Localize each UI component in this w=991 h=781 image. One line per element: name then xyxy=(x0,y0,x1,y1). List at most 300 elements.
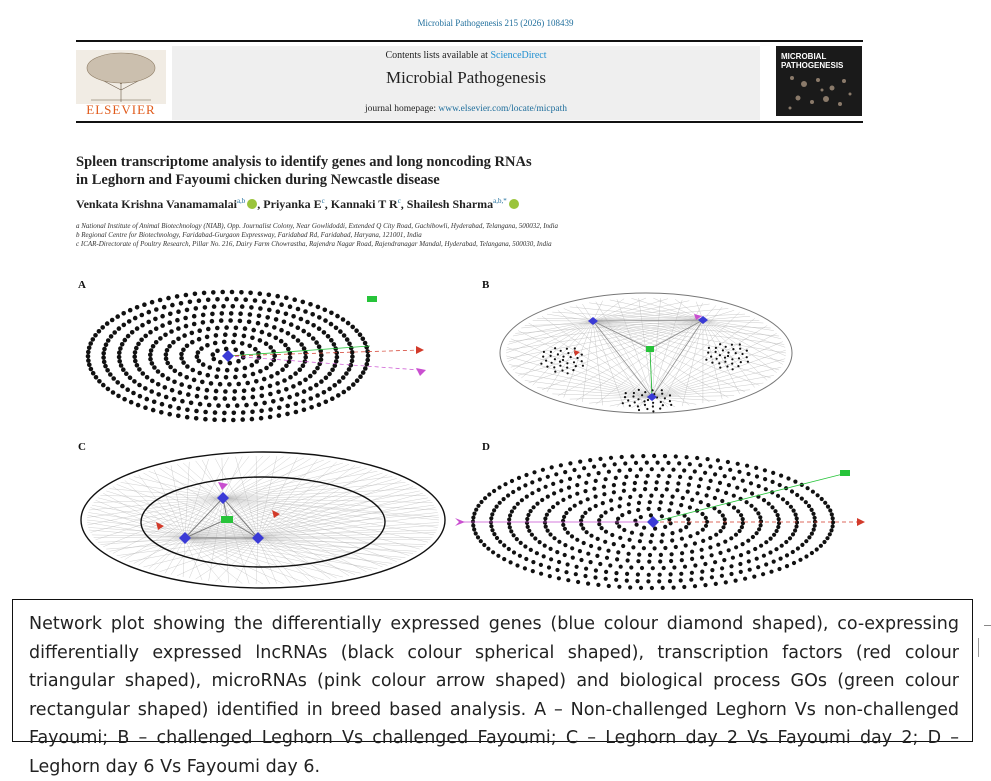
lncrna-node xyxy=(568,477,572,481)
lncrna-node xyxy=(350,354,355,359)
lncrna-node xyxy=(280,367,285,372)
lncrna-node xyxy=(791,532,795,536)
lncrna-node xyxy=(238,319,243,324)
lncrna-node xyxy=(530,480,534,484)
lncrna-node xyxy=(559,479,563,483)
lncrna-node xyxy=(652,389,654,391)
lncrna-node xyxy=(259,416,264,421)
lncrna-node xyxy=(330,396,335,401)
orcid-icon[interactable] xyxy=(509,199,519,209)
lncrna-node xyxy=(774,547,778,551)
lncrna-node xyxy=(250,363,255,368)
lncrna-node xyxy=(655,480,659,484)
lncrna-node xyxy=(604,530,608,534)
lncrna-node xyxy=(158,336,163,341)
lncrna-node xyxy=(746,539,750,543)
lncrna-node xyxy=(779,557,783,561)
lncrna-node xyxy=(358,332,363,337)
lncrna-node xyxy=(216,403,221,408)
lncrna-node xyxy=(567,352,569,354)
lncrna-node xyxy=(699,500,703,504)
lncrna-node xyxy=(311,336,316,341)
lncrna-node xyxy=(804,554,808,558)
homepage-link[interactable]: www.elsevier.com/locate/micpath xyxy=(438,104,567,114)
lncrna-node xyxy=(197,298,202,303)
lncrna-node xyxy=(699,477,703,481)
lncrna-node xyxy=(91,371,96,376)
lncrna-node xyxy=(755,557,759,561)
lncrna-node xyxy=(693,584,697,588)
lncrna-node xyxy=(627,502,631,506)
lncrna-node xyxy=(607,470,611,474)
lncrna-node xyxy=(197,359,202,364)
lncrna-node xyxy=(491,550,495,554)
lncrna-node xyxy=(622,402,624,404)
lncrna-node xyxy=(639,586,643,590)
lncrna-node xyxy=(670,552,674,556)
lncrna-node xyxy=(644,480,648,484)
lncrna-node xyxy=(134,346,139,351)
lncrna-node xyxy=(187,385,192,390)
lncrna-node xyxy=(349,363,354,368)
lncrna-node xyxy=(822,540,826,544)
lncrna-node xyxy=(806,486,810,490)
lncrna-node xyxy=(111,390,116,395)
lncrna-node xyxy=(132,379,137,384)
lncrna-node xyxy=(641,394,643,396)
cover-title-line2: PATHOGENESIS xyxy=(781,61,861,70)
lncrna-node xyxy=(690,571,694,575)
lncrna-node xyxy=(152,365,157,370)
edge xyxy=(593,321,745,392)
lncrna-node xyxy=(815,547,819,551)
lncrna-node xyxy=(811,512,815,516)
lncrna-node xyxy=(738,529,742,533)
lncrna-node xyxy=(330,368,335,373)
lncrna-node xyxy=(323,308,328,313)
lncrna-node xyxy=(310,312,315,317)
lncrna-node xyxy=(708,536,712,540)
lncrna-node xyxy=(502,543,506,547)
lncrna-node xyxy=(260,386,265,391)
lncrna-node xyxy=(653,546,657,550)
lncrna-node xyxy=(538,540,542,544)
lncrna-node xyxy=(329,322,334,327)
lncrna-node xyxy=(750,491,754,495)
lncrna-node xyxy=(486,547,490,551)
lncrna-node xyxy=(334,326,339,331)
edge xyxy=(258,487,413,538)
lncrna-node xyxy=(557,560,561,564)
lncrna-node xyxy=(510,479,514,483)
lncrna-node xyxy=(507,547,511,551)
lncrna-node xyxy=(210,319,215,324)
lncrna-node xyxy=(554,472,558,476)
lncrna-node xyxy=(716,358,718,360)
lncrna-node xyxy=(299,317,304,322)
lncrna-node xyxy=(148,357,153,362)
edge xyxy=(223,467,361,498)
lncrna-node xyxy=(645,461,649,465)
lncrna-node xyxy=(624,396,626,398)
edge xyxy=(149,471,223,498)
lncrna-node xyxy=(584,567,588,571)
lncrna-node xyxy=(734,545,738,549)
lncrna-node xyxy=(637,553,641,557)
lncrna-node xyxy=(525,495,529,499)
lncrna-node xyxy=(274,336,279,341)
lncrna-node xyxy=(179,356,184,361)
lncrna-node xyxy=(249,305,254,310)
lncrna-node xyxy=(337,379,342,384)
lncrna-node xyxy=(791,550,795,554)
lncrna-node xyxy=(166,296,171,301)
lncrna-node xyxy=(260,330,265,335)
lncrna-node xyxy=(210,312,215,317)
lncrna-node xyxy=(788,536,792,540)
lncrna-node xyxy=(562,356,564,358)
lncrna-node xyxy=(551,505,555,509)
lncrna-node xyxy=(483,496,487,500)
author-affiliation-mark: a,b xyxy=(237,197,245,205)
lncrna-node xyxy=(479,539,483,543)
lncrna-node xyxy=(512,506,516,510)
lncrna-node xyxy=(688,462,692,466)
lncrna-node xyxy=(145,375,150,380)
lncrna-node xyxy=(597,522,601,526)
lncrna-node xyxy=(763,477,767,481)
lncrna-node xyxy=(722,558,726,562)
lncrna-node xyxy=(490,528,494,532)
lncrna-node xyxy=(334,359,339,364)
lncrna-node xyxy=(272,358,277,363)
lncrna-node xyxy=(643,400,645,402)
lncrna-node xyxy=(498,501,502,505)
lncrna-node xyxy=(303,309,308,314)
lncrna-node xyxy=(807,535,811,539)
lncrna-node xyxy=(497,485,501,489)
lncrna-node xyxy=(680,558,684,562)
lncrna-node xyxy=(582,365,584,367)
margin-rule xyxy=(984,625,991,626)
lncrna-node xyxy=(283,343,288,348)
lncrna-node xyxy=(831,524,835,528)
lncrna-node xyxy=(364,345,369,350)
lncrna-node xyxy=(296,307,301,312)
cover-image xyxy=(784,72,854,112)
edge xyxy=(177,538,258,576)
lncrna-node xyxy=(180,399,185,404)
lncrna-node xyxy=(563,527,567,531)
lncrna-node xyxy=(679,572,683,576)
lncrna-node xyxy=(206,327,211,332)
lncrna-node xyxy=(87,346,92,351)
lncrna-node xyxy=(739,570,743,574)
lncrna-node xyxy=(670,404,672,406)
lncrna-node xyxy=(284,387,289,392)
lncrna-node xyxy=(620,513,624,517)
lncrna-node xyxy=(574,347,576,349)
lncrna-node xyxy=(472,527,476,531)
lncrna-node xyxy=(649,540,653,544)
lncrna-node xyxy=(741,542,745,546)
lncrna-node xyxy=(728,468,732,472)
lncrna-node xyxy=(550,465,554,469)
lncrna-node xyxy=(735,486,739,490)
lncrna-node xyxy=(727,548,731,552)
lncrna-node xyxy=(291,335,296,340)
sciencedirect-link[interactable]: ScienceDirect xyxy=(490,50,546,61)
lncrna-node xyxy=(604,510,608,514)
lncrna-node xyxy=(743,488,747,492)
lncrna-node xyxy=(580,515,584,519)
lncrna-node xyxy=(652,402,654,404)
lncrna-node xyxy=(650,533,654,537)
orcid-icon[interactable] xyxy=(247,199,257,209)
lncrna-node xyxy=(704,524,708,528)
lncrna-node xyxy=(632,395,634,397)
lncrna-node xyxy=(91,337,96,342)
lncrna-node xyxy=(570,356,572,358)
lncrna-node xyxy=(240,304,245,309)
lncrna-node xyxy=(141,371,146,376)
lncrna-node xyxy=(552,491,556,495)
lncrna-node xyxy=(656,461,660,465)
edge xyxy=(185,538,242,584)
lncrna-node xyxy=(284,296,289,301)
lncrna-node xyxy=(121,367,126,372)
lncrna-node xyxy=(609,498,613,502)
lncrna-node xyxy=(633,481,637,485)
lncrna-node xyxy=(746,350,748,352)
edge xyxy=(185,538,304,582)
lncrna-node xyxy=(228,318,233,323)
lncrna-node xyxy=(658,573,662,577)
lncrna-node xyxy=(194,409,199,414)
lncrna-node xyxy=(606,549,610,553)
panel-label-a: A xyxy=(78,279,86,291)
lncrna-node xyxy=(579,500,583,504)
lncrna-node xyxy=(365,362,370,367)
lncrna-node xyxy=(294,401,299,406)
lncrna-node xyxy=(724,361,726,363)
lncrna-node xyxy=(713,496,717,500)
lncrna-node xyxy=(218,360,223,365)
lncrna-node xyxy=(140,313,145,318)
lncrna-node xyxy=(679,578,683,582)
lncrna-node xyxy=(143,334,148,339)
lncrna-node xyxy=(642,546,646,550)
lncrna-node xyxy=(322,330,327,335)
lncrna-node xyxy=(795,516,799,520)
lncrna-node xyxy=(542,554,546,558)
lncrna-node xyxy=(303,351,308,356)
article-title-line2: in Leghorn and Fayoumi chicken during Newcastle disease xyxy=(76,171,836,189)
lncrna-node xyxy=(784,540,788,544)
lncrna-node xyxy=(160,323,165,328)
lncrna-node xyxy=(524,473,528,477)
lncrna-node xyxy=(135,363,140,368)
lncrna-node xyxy=(184,324,189,329)
lncrna-node xyxy=(195,354,200,359)
edge xyxy=(511,339,652,397)
author-affiliation-mark: c xyxy=(398,197,401,205)
contents-availability xyxy=(172,50,760,61)
lncrna-node xyxy=(115,380,120,385)
lncrna-node xyxy=(747,361,749,363)
lncrna-node xyxy=(267,332,272,337)
edge xyxy=(258,538,297,583)
lncrna-node xyxy=(738,562,742,566)
lncrna-node xyxy=(276,390,281,395)
lncrna-node xyxy=(303,355,308,360)
lncrna-node xyxy=(185,344,190,349)
lncrna-node xyxy=(755,531,759,535)
lncrna-node xyxy=(168,312,173,317)
lncrna-node xyxy=(675,488,679,492)
lncrna-node xyxy=(630,454,634,458)
lncrna-node xyxy=(552,536,556,540)
lncrna-node xyxy=(622,489,626,493)
lncrna-node xyxy=(518,554,522,558)
lncrna-node xyxy=(530,533,534,537)
lncrna-node xyxy=(276,309,281,314)
lncrna-node xyxy=(275,381,280,386)
lncrna-node xyxy=(341,375,346,380)
lncrna-node xyxy=(223,396,228,401)
lncrna-node xyxy=(214,333,219,338)
lncrna-node xyxy=(756,511,760,515)
lncrna-node xyxy=(545,360,547,362)
lncrna-node xyxy=(319,379,324,384)
lncrna-node xyxy=(672,586,676,590)
lncrna-node xyxy=(543,521,547,525)
lncrna-node xyxy=(519,541,523,545)
lncrna-node xyxy=(762,554,766,558)
lncrna-node xyxy=(194,416,199,421)
lncrna-node xyxy=(295,392,300,397)
lncrna-node xyxy=(308,386,313,391)
lncrna-node xyxy=(700,570,704,574)
lncrna-node xyxy=(663,525,667,529)
lncrna-node xyxy=(688,505,692,509)
lncrna-node xyxy=(225,368,230,373)
edge xyxy=(507,320,703,359)
lncrna-node xyxy=(199,346,204,351)
lncrna-node xyxy=(346,321,351,326)
lncrna-node xyxy=(203,417,208,422)
lncrna-node xyxy=(533,536,537,540)
go-node xyxy=(367,296,377,302)
lncrna-node xyxy=(143,405,148,410)
edge xyxy=(258,538,372,570)
edge xyxy=(223,482,405,498)
lncrna-node xyxy=(151,408,156,413)
lncrna-node xyxy=(605,556,609,560)
lncrna-node xyxy=(739,343,741,345)
lncrna-node xyxy=(795,493,799,497)
lncrna-node xyxy=(612,483,616,487)
lncrna-node xyxy=(647,573,651,577)
network-panel-d xyxy=(455,452,865,592)
lncrna-node xyxy=(584,481,588,485)
lncrna-node xyxy=(666,481,670,485)
lncrna-node xyxy=(785,553,789,557)
lncrna-node xyxy=(567,486,571,490)
lncrna-node xyxy=(231,304,236,309)
lncrna-node xyxy=(564,570,568,574)
lncrna-node xyxy=(191,368,196,373)
lncrna-node xyxy=(627,552,631,556)
lncrna-node xyxy=(240,341,245,346)
lncrna-node xyxy=(547,509,551,513)
lncrna-node xyxy=(628,585,632,589)
lncrna-node xyxy=(479,500,483,504)
lncrna-node xyxy=(601,501,605,505)
affiliation-c: c ICAR-Directorate of Poultry Research, Pillar No. 216, Dairy Farm Chowrastha, Rajendra Nagar Road, Rajendranagar Mandal, Hyderabad, Telangana, 500030, India xyxy=(76,240,766,249)
lncrna-node xyxy=(709,479,713,483)
lncrna-node xyxy=(288,375,293,380)
lncrna-node xyxy=(557,576,561,580)
lncrna-node xyxy=(614,476,618,480)
lncrna-node xyxy=(512,533,516,537)
lncrna-node xyxy=(234,297,239,302)
lncrna-node xyxy=(307,332,312,337)
lncrna-node xyxy=(753,507,757,511)
edge-bundle xyxy=(87,456,439,584)
lncrna-node xyxy=(239,290,244,295)
lncrna-node xyxy=(646,408,648,410)
lncrna-node xyxy=(219,318,224,323)
lncrna-node xyxy=(148,330,153,335)
lncrna-node xyxy=(661,533,665,537)
lncrna-node xyxy=(737,365,739,367)
lncrna-node xyxy=(566,531,570,535)
lncrna-node xyxy=(205,388,210,393)
contents-prefix: Contents lists available at xyxy=(385,50,490,61)
lncrna-node xyxy=(796,546,800,550)
lncrna-node xyxy=(771,471,775,475)
lncrna-node xyxy=(265,315,270,320)
lncrna-node xyxy=(615,557,619,561)
lncrna-node xyxy=(608,563,612,567)
lncrna-node xyxy=(200,380,205,385)
lncrna-node xyxy=(587,473,591,477)
lncrna-node xyxy=(603,540,607,544)
lncrna-node xyxy=(759,519,763,523)
lncrna-node xyxy=(794,513,798,517)
lncrna-node xyxy=(190,340,195,345)
lncrna-node xyxy=(743,577,747,581)
lncrna-node xyxy=(365,358,370,363)
lncrna-node xyxy=(745,500,749,504)
lncrna-node xyxy=(121,311,126,316)
lncrna-node xyxy=(583,511,587,515)
lncrna-node xyxy=(736,509,740,513)
lncrna-node xyxy=(555,568,559,572)
lncrna-node xyxy=(589,544,593,548)
lncrna-node xyxy=(686,517,690,521)
lncrna-node xyxy=(543,351,545,353)
lncrna-node xyxy=(635,579,639,583)
lncrna-node xyxy=(215,297,220,302)
lncrna-node xyxy=(355,378,360,383)
lncrna-node xyxy=(700,548,704,552)
lncrna-node xyxy=(684,543,688,547)
lncrna-node xyxy=(779,474,783,478)
lncrna-node xyxy=(775,529,779,533)
lncrna-node xyxy=(251,387,256,392)
